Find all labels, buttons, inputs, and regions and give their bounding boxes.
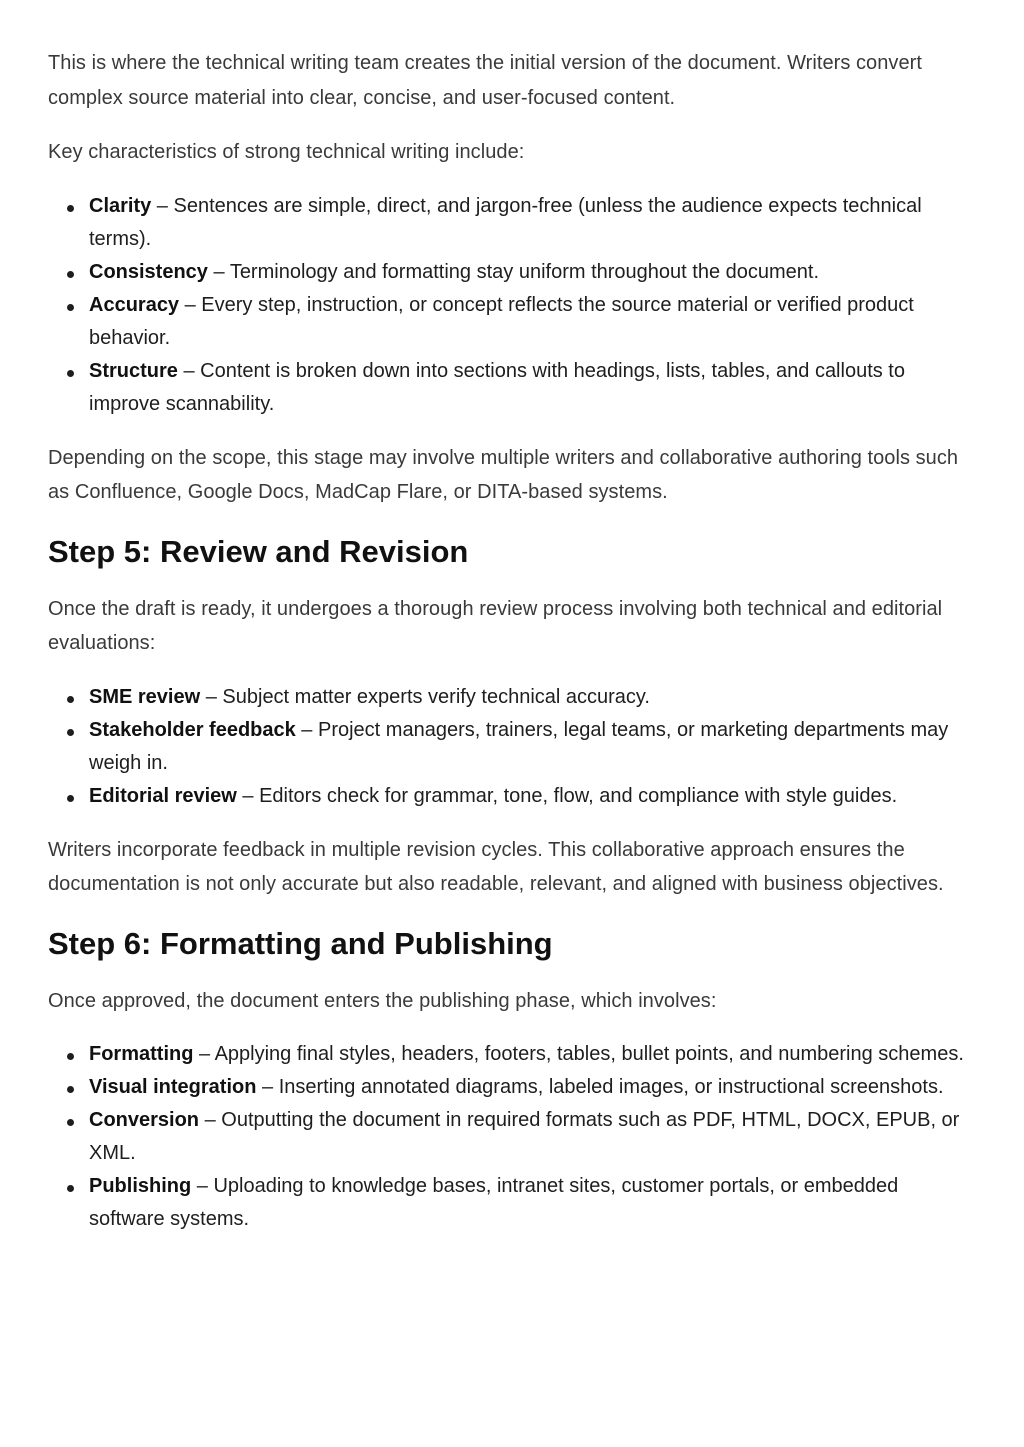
intro-paragraph-1: This is where the technical writing team creates the initial version of the document. Writers convert complex source material into clear, concise, and user-focused content. bbox=[48, 52, 922, 109]
list-item: Formatting – Applying final styles, headers, footers, tables, bullet points, and numbering schemes. bbox=[89, 1038, 976, 1071]
intro-paragraph-3: Depending on the scope, this stage may involve multiple writers and collaborative authoring tools such as Confluence, Google Docs, MadCap Flare, or DITA-based systems. bbox=[48, 446, 959, 503]
list-item: Structure – Content is broken down into sections with headings, lists, tables, and callouts to improve scannability. bbox=[89, 355, 976, 421]
review-list bbox=[48, 681, 976, 813]
publishing-list bbox=[48, 1038, 976, 1236]
list-item: Consistency – Terminology and formatting stay uniform throughout the document. bbox=[89, 256, 976, 289]
characteristics-list bbox=[48, 190, 976, 421]
intro-paragraph-2: Key characteristics of strong technical writing include: bbox=[48, 141, 525, 163]
list-item: Editorial review – Editors check for grammar, tone, flow, and compliance with style guides. bbox=[89, 780, 976, 813]
list-item: Clarity – Sentences are simple, direct, and jargon-free (unless the audience expects technical terms). bbox=[89, 190, 976, 256]
list-item: Conversion – Outputting the document in required formats such as PDF, HTML, DOCX, EPUB, or XML. bbox=[89, 1104, 976, 1170]
list-item: Publishing – Uploading to knowledge bases, intranet sites, customer portals, or embedded software systems. bbox=[89, 1170, 976, 1236]
list-item: Visual integration – Inserting annotated diagrams, labeled images, or instructional screenshots. bbox=[89, 1071, 976, 1104]
list-item: Stakeholder feedback – Project managers, trainers, legal teams, or marketing departments may weigh in. bbox=[89, 714, 976, 780]
step-5-heading: Step 5: Review and Revision bbox=[48, 533, 469, 569]
list-item: Accuracy – Every step, instruction, or concept reflects the source material or verified product behavior. bbox=[89, 289, 976, 355]
step-5-paragraph-1: Once the draft is ready, it undergoes a thorough review process involving both technical and editorial evaluations: bbox=[48, 597, 943, 654]
step-6-paragraph-1: Once approved, the document enters the publishing phase, which involves: bbox=[48, 989, 717, 1012]
list-item: SME review – Subject matter experts verify technical accuracy. bbox=[89, 681, 976, 714]
step-5-paragraph-2: Writers incorporate feedback in multiple revision cycles. This collaborative approach ensures the documentation is not only accurate but also readable, relevant, and aligned with business objectives. bbox=[48, 838, 944, 895]
step-6-heading: Step 6: Formatting and Publishing bbox=[48, 925, 553, 961]
